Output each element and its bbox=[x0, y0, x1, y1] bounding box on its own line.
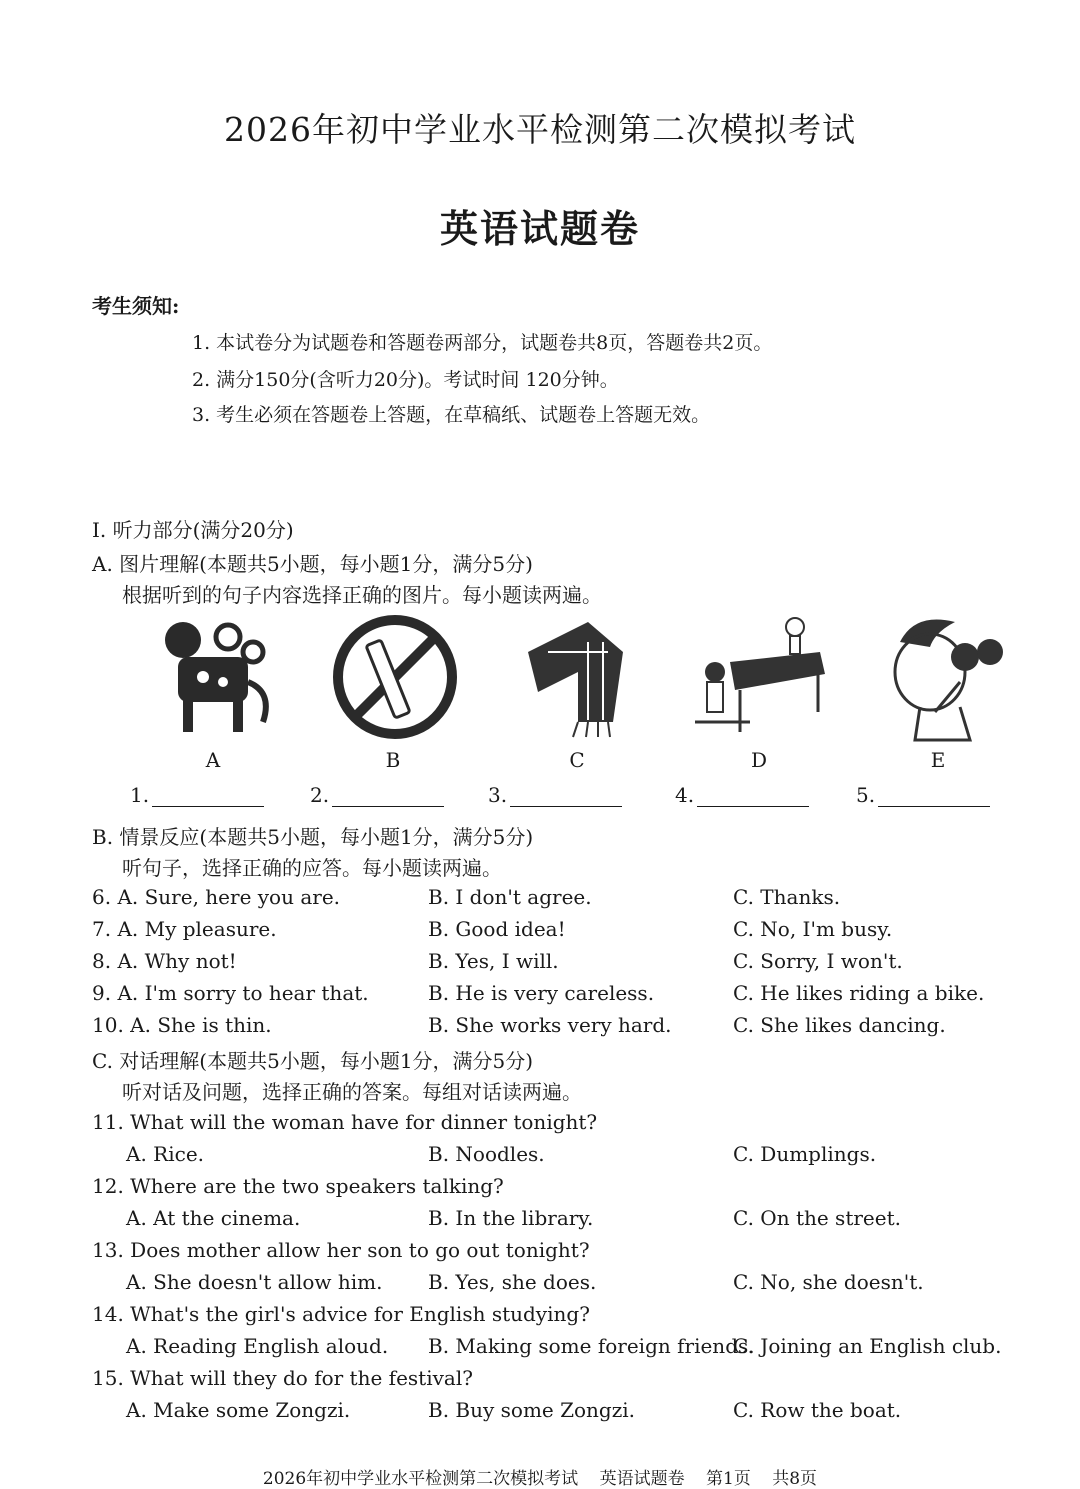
q12-option-a: A. At the cinema. bbox=[126, 1206, 301, 1230]
paper-cut-animal-icon bbox=[148, 612, 288, 742]
notice-item-2: 2. 满分150分(含听力20分)。考试时间 120分钟。 bbox=[192, 369, 619, 391]
answer-blank-1[interactable] bbox=[130, 783, 264, 807]
q10-option-b: B. She works very hard. bbox=[428, 1013, 672, 1037]
table-tennis-icon bbox=[690, 612, 830, 742]
q10-option-c: C. She likes dancing. bbox=[733, 1013, 946, 1037]
q13-option-c: C. No, she doesn't. bbox=[733, 1270, 924, 1294]
q15-option-b: B. Buy some Zongzi. bbox=[428, 1398, 636, 1422]
q9-option-b: B. He is very careless. bbox=[428, 981, 655, 1005]
sectionA-instruction: 根据听到的句子内容选择正确的图片。每小题读两遍。 bbox=[122, 583, 602, 607]
sectionB-title: B. 情景反应(本题共5小题，每小题1分，满分5分) bbox=[92, 825, 534, 849]
q11-option-b: B. Noodles. bbox=[428, 1142, 545, 1166]
q8-option-c: C. Sorry, I won't. bbox=[733, 949, 903, 973]
paper-title: 英语试题卷 bbox=[439, 206, 640, 251]
q6-option-c: C. Thanks. bbox=[733, 885, 841, 909]
sectionB-instruction: 听句子，选择正确的应答。每小题读两遍。 bbox=[122, 856, 502, 880]
part1-title: Ⅰ. 听力部分(满分20分) bbox=[92, 518, 294, 542]
q11-option-c: C. Dumplings. bbox=[733, 1142, 877, 1166]
exam-title: 2026年初中学业水平检测第二次模拟考试 bbox=[224, 110, 856, 149]
answer-blank-2[interactable] bbox=[310, 783, 444, 807]
q7-option-c: C. No, I'm busy. bbox=[733, 917, 893, 941]
blank-number: 4. bbox=[675, 783, 695, 807]
sectionC-title: C. 对话理解(本题共5小题，每小题1分，满分5分) bbox=[92, 1049, 534, 1073]
q9-option-c: C. He likes riding a bike. bbox=[733, 981, 985, 1005]
q10-option-a: 10. A. She is thin. bbox=[92, 1013, 272, 1037]
q11-option-a: A. Rice. bbox=[126, 1142, 205, 1166]
notice-item-1: 1. 本试卷分为试题卷和答题卷两部分，试题卷共8页，答题卷共2页。 bbox=[192, 332, 773, 354]
q15-stem: 15. What will they do for the festival? bbox=[92, 1366, 473, 1390]
q14-option-c: C. Joining an English club. bbox=[733, 1334, 1002, 1358]
q14-stem: 14. What's the girl's advice for English studying? bbox=[92, 1302, 590, 1326]
answer-blank-5[interactable] bbox=[856, 783, 990, 807]
q14-option-b: B. Making some foreign friends. bbox=[428, 1334, 755, 1358]
blank-number: 1. bbox=[130, 783, 150, 807]
q9-option-a: 9. A. I'm sorry to hear that. bbox=[92, 981, 369, 1005]
q8-option-a: 8. A. Why not! bbox=[92, 949, 237, 973]
no-smoking-icon bbox=[325, 612, 465, 742]
q6-option-a: 6. A. Sure, here you are. bbox=[92, 885, 341, 909]
q13-option-a: A. She doesn't allow him. bbox=[126, 1270, 383, 1294]
scarf-icon bbox=[508, 612, 648, 742]
footer-exam: 2026年初中学业水平检测第二次模拟考试 bbox=[262, 1469, 579, 1489]
notice-label: 考生须知: bbox=[92, 294, 180, 318]
answer-blank-3[interactable] bbox=[488, 783, 622, 807]
q15-option-a: A. Make some Zongzi. bbox=[126, 1398, 351, 1422]
q6-option-b: B. I don't agree. bbox=[428, 885, 592, 909]
binoculars-person-icon bbox=[875, 612, 1015, 742]
picture-label-c: C bbox=[569, 748, 585, 772]
q11-stem: 11. What will the woman have for dinner tonight? bbox=[92, 1110, 598, 1134]
footer-paper: 英语试题卷 bbox=[599, 1469, 685, 1489]
picture-label-d: D bbox=[750, 748, 768, 772]
q15-option-c: C. Row the boat. bbox=[733, 1398, 902, 1422]
q12-option-c: C. On the street. bbox=[733, 1206, 901, 1230]
blank-number: 2. bbox=[310, 783, 330, 807]
blank-number: 3. bbox=[488, 783, 508, 807]
q12-stem: 12. Where are the two speakers talking? bbox=[92, 1174, 504, 1198]
q12-option-b: B. In the library. bbox=[428, 1206, 594, 1230]
sectionA-title: A. 图片理解(本题共5小题，每小题1分，满分5分) bbox=[92, 552, 533, 576]
page-footer bbox=[0, 1464, 1080, 1489]
footer-page: 第1页 bbox=[706, 1469, 751, 1489]
q13-stem: 13. Does mother allow her son to go out tonight? bbox=[92, 1238, 590, 1262]
answer-blank-4[interactable] bbox=[675, 783, 809, 807]
q8-option-b: B. Yes, I will. bbox=[428, 949, 559, 973]
sectionC-instruction: 听对话及问题，选择正确的答案。每组对话读两遍。 bbox=[122, 1080, 582, 1104]
q7-option-b: B. Good idea! bbox=[428, 917, 566, 941]
blank-number: 5. bbox=[856, 783, 876, 807]
q14-option-a: A. Reading English aloud. bbox=[126, 1334, 389, 1358]
footer-total: 共8页 bbox=[772, 1469, 818, 1489]
q13-option-b: B. Yes, she does. bbox=[428, 1270, 597, 1294]
q7-option-a: 7. A. My pleasure. bbox=[92, 917, 277, 941]
picture-label-e: E bbox=[930, 748, 946, 772]
notice-item-3: 3. 考生必须在答题卷上答题，在草稿纸、试题卷上答题无效。 bbox=[192, 404, 711, 426]
picture-label-a: A bbox=[205, 748, 221, 772]
picture-label-b: B bbox=[385, 748, 401, 772]
